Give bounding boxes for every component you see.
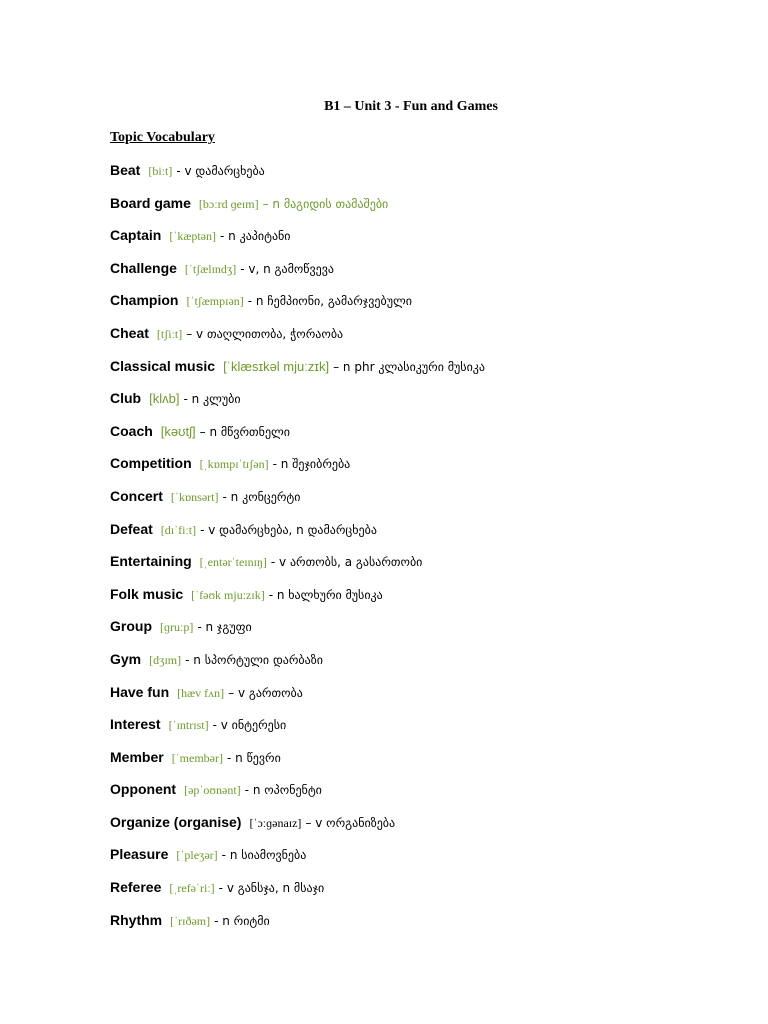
vocab-word: Concert [110, 487, 163, 504]
vocab-pronunciation: [ˈɪntrɪst] [168, 718, 209, 733]
vocab-word: Captain [110, 227, 162, 244]
vocab-entry [110, 160, 730, 193]
vocab-entry [110, 682, 730, 715]
vocab-word: Beat [110, 162, 141, 178]
vocab-definition: - n კლუბი [183, 392, 241, 407]
vocab-word: Rhythm [110, 911, 163, 928]
vocab-word: Have fun [110, 683, 170, 700]
vocab-entry [110, 910, 730, 943]
vocab-pronunciation: [ˈtʃæmpɪən] [186, 294, 244, 309]
vocab-word: Board game [110, 194, 191, 211]
vocab-definition: - v დამარცხება, n დამარცხება [200, 522, 377, 537]
vocab-pronunciation: [ˈpleʒər] [176, 848, 218, 863]
vocab-word: Coach [110, 422, 153, 439]
vocab-word: Interest [110, 716, 161, 733]
document-title: B1 – Unit 3 - Fun and Games [324, 99, 498, 114]
vocab-pronunciation: [dɪˈfiːt] [160, 522, 197, 537]
vocab-definition: - v ართობს, a გასართობი [270, 555, 423, 570]
vocab-definition: - v დამარცხება [176, 164, 265, 178]
vocab-entry [110, 844, 730, 877]
vocab-definition: - n ჯგუფი [197, 620, 252, 635]
vocab-entry [110, 258, 730, 291]
vocab-pronunciation: [biːt] [148, 164, 173, 178]
vocab-definition: - v ინტერესი [212, 718, 287, 733]
vocab-definition: - v განსჯა, n მსაჯი [218, 881, 325, 896]
vocab-word: Gym [110, 650, 142, 667]
vocab-entry [110, 486, 730, 519]
vocab-pronunciation: [ˌrefəˈriː] [169, 881, 215, 896]
vocab-entry [110, 356, 730, 389]
vocab-word: Group [110, 618, 152, 635]
vocab-entry [110, 290, 730, 323]
vocab-pronunciation: [hæv fʌn] [177, 685, 225, 700]
vocab-word: Cheat [110, 324, 149, 341]
vocab-pronunciation: [ɡruːp] [160, 620, 194, 635]
vocab-word: Folk music [110, 585, 184, 602]
vocab-word: Club [110, 390, 142, 407]
vocab-pronunciation: [dʒɪm] [149, 652, 182, 667]
vocab-entry [110, 421, 730, 454]
vocab-definition: – n phr კლასიკური მუსიკა [333, 359, 485, 374]
vocab-word: Referee [110, 879, 162, 896]
vocab-entry [110, 877, 730, 910]
section-heading: Topic Vocabulary [110, 130, 215, 145]
vocab-entry [110, 323, 730, 356]
vocab-entry [110, 747, 730, 780]
vocab-word: Opponent [110, 781, 177, 798]
vocab-definition: - n წევრი [227, 750, 281, 765]
vocab-pronunciation: [ˈtʃælɪndʒ] [184, 261, 237, 276]
vocab-entry [110, 812, 730, 845]
vocab-pronunciation: [ˈfəʊk mjuːzɪk] [191, 587, 265, 602]
vocab-pronunciation: [ˈmembər] [171, 750, 223, 765]
vocab-entry [110, 225, 730, 258]
vocab-definition: - n სიამოვნება [221, 848, 307, 863]
vocab-entry [110, 616, 730, 649]
vocab-word: Entertaining [110, 553, 192, 570]
vocab-word: Pleasure [110, 846, 169, 863]
vocab-definition: – v თაღლითობა, ჭორაობა [186, 326, 344, 341]
vocab-entry [110, 519, 730, 552]
vocab-pronunciation: [bɔːrd ɡeɪm] [198, 196, 259, 211]
vocab-word: Challenge [110, 259, 177, 276]
vocab-pronunciation: [ˌentərˈteɪnɪŋ] [199, 555, 267, 570]
vocab-pronunciation: [klʌb] [149, 391, 180, 407]
vocab-definition: – v გართობა [228, 685, 303, 700]
vocab-definition: - n ხალხური მუსიკა [268, 587, 383, 602]
vocab-pronunciation: [kəʊtʃ] [160, 423, 196, 439]
vocab-definition: - n ჩემპიონი, გამარჯვებული [247, 294, 412, 309]
vocab-pronunciation: [ˈɔːɡənaɪz] [249, 815, 302, 830]
vocab-entry [110, 649, 730, 682]
vocab-pronunciation: [əpˈoʊnənt] [184, 783, 241, 798]
vocab-pronunciation: [ˈkæptən] [169, 229, 216, 244]
vocab-word: Competition [110, 455, 192, 472]
vocab-word: Member [110, 748, 164, 765]
vocab-entry [110, 551, 730, 584]
vocab-definition: - n კონცერტი [222, 489, 301, 504]
vocabulary-list [110, 160, 730, 942]
vocab-entry [110, 453, 730, 486]
vocab-definition: - n შეჯიბრება [272, 457, 351, 472]
vocab-definition: - n ოპონენტი [244, 783, 322, 798]
vocab-definition: – n მაგიდის თამაშები [262, 196, 389, 211]
vocab-word: Classical music [110, 357, 216, 374]
vocab-entry [110, 714, 730, 747]
vocab-pronunciation: [ˈrɪðəm] [170, 913, 211, 928]
vocab-entry [110, 779, 730, 812]
vocab-definition: – n მწვრთნელი [199, 424, 291, 439]
vocab-pronunciation: [ˈkɒnsərt] [170, 489, 219, 504]
vocab-entry [110, 584, 730, 617]
vocab-definition: - n რიტმი [214, 913, 270, 928]
vocab-definition: - n სპორტული დარბაზი [185, 652, 323, 667]
vocab-definition: – v ორგანიზება [305, 815, 396, 830]
vocab-pronunciation: [ˈklæsɪkəl mjuːzɪk] [223, 358, 330, 374]
vocab-pronunciation: [tʃiːt] [156, 326, 183, 341]
vocab-definition: - v, n გამოწვევა [240, 261, 335, 276]
vocab-entry [110, 193, 730, 226]
vocab-word: Defeat [110, 520, 153, 537]
vocab-word: Organize (organise) [110, 813, 242, 830]
vocab-pronunciation: [ˌkɒmpɪˈtɪʃən] [199, 457, 269, 472]
vocab-definition: - n კაპიტანი [220, 229, 291, 244]
vocab-word: Champion [110, 292, 179, 309]
vocab-entry [110, 388, 730, 421]
